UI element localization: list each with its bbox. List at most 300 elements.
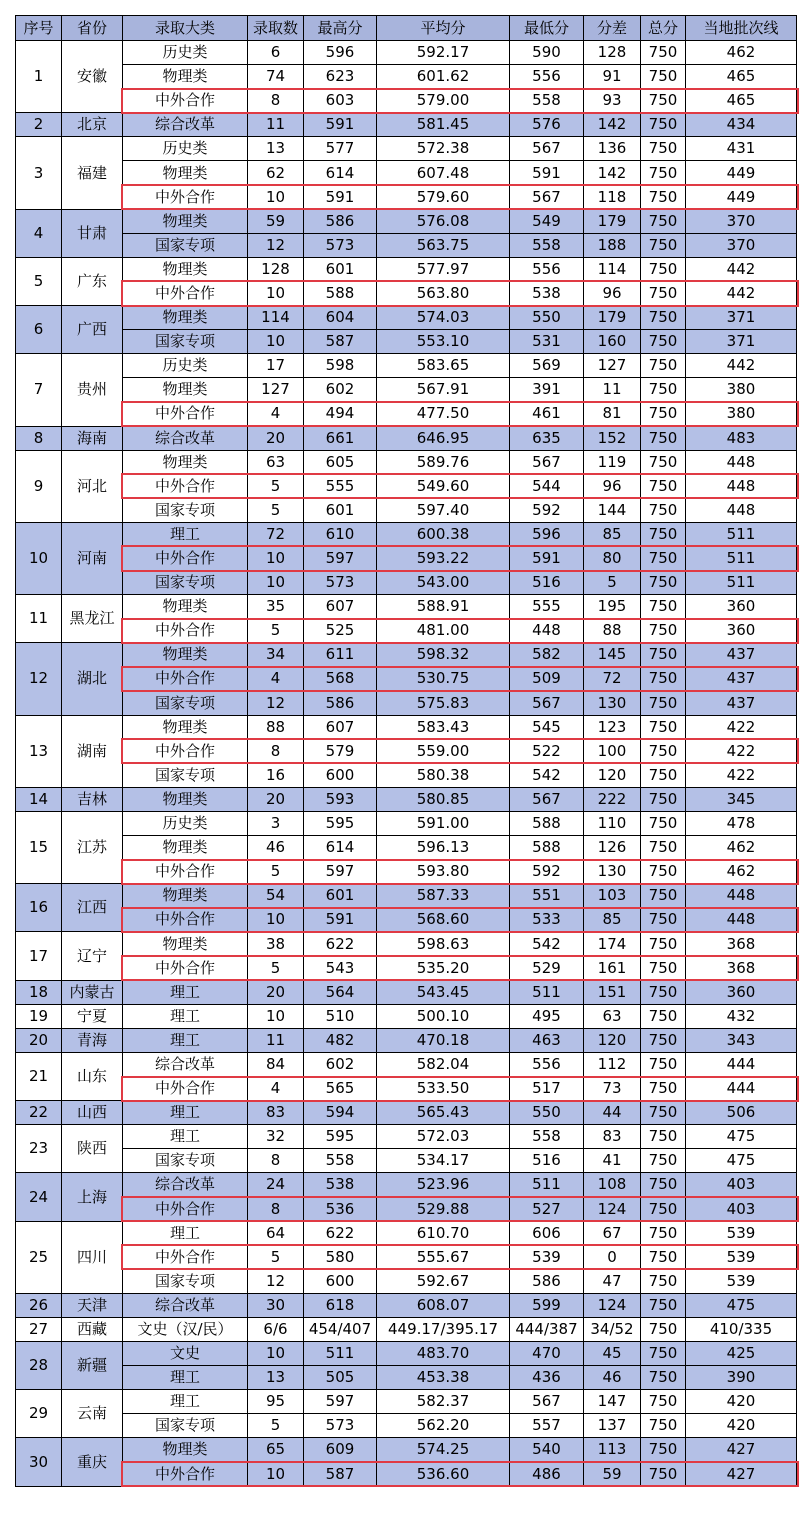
province-cell: 内蒙古 — [62, 980, 123, 1004]
total-cell: 750 — [641, 1197, 686, 1221]
count-cell: 64 — [248, 1221, 304, 1245]
province-cell: 辽宁 — [62, 932, 123, 980]
max-score-cell: 661 — [304, 426, 377, 450]
header-no: 序号 — [16, 16, 62, 41]
diff-cell: 46 — [584, 1366, 641, 1390]
count-cell: 6 — [248, 41, 304, 65]
total-cell: 750 — [641, 836, 686, 860]
total-cell: 750 — [641, 474, 686, 498]
row-number-cell: 17 — [16, 932, 62, 980]
batch-line-cell: 442 — [686, 257, 797, 281]
max-score-cell: 604 — [304, 306, 377, 330]
batch-line-cell: 539 — [686, 1245, 797, 1269]
count-cell: 8 — [248, 1197, 304, 1221]
max-score-cell: 591 — [304, 113, 377, 137]
max-score-cell: 588 — [304, 281, 377, 305]
table-row — [16, 474, 797, 498]
table-row — [16, 522, 797, 546]
batch-line-cell: 427 — [686, 1438, 797, 1462]
avg-score-cell: 574.03 — [377, 306, 510, 330]
category-cell: 中外合作 — [123, 619, 248, 643]
table-row — [16, 1414, 797, 1438]
row-number-cell: 7 — [16, 354, 62, 426]
category-cell: 理工 — [123, 1390, 248, 1414]
count-cell: 10 — [248, 281, 304, 305]
table-row — [16, 932, 797, 956]
table-row — [16, 1221, 797, 1245]
min-score-cell: 576 — [510, 113, 584, 137]
total-cell: 750 — [641, 257, 686, 281]
max-score-cell: 586 — [304, 209, 377, 233]
batch-line-cell: 462 — [686, 836, 797, 860]
count-cell: 32 — [248, 1125, 304, 1149]
table-row — [16, 715, 797, 739]
row-number-cell: 6 — [16, 306, 62, 354]
max-score-cell: 505 — [304, 1366, 377, 1390]
province-cell: 吉林 — [62, 787, 123, 811]
avg-score-cell: 535.20 — [377, 956, 510, 980]
header-count: 录取数 — [248, 16, 304, 41]
max-score-cell: 597 — [304, 1390, 377, 1414]
province-cell: 宁夏 — [62, 1004, 123, 1028]
batch-line-cell: 370 — [686, 233, 797, 257]
total-cell: 750 — [641, 41, 686, 65]
avg-score-cell: 596.13 — [377, 836, 510, 860]
total-cell: 750 — [641, 522, 686, 546]
table-row — [16, 619, 797, 643]
min-score-cell: 527 — [510, 1197, 584, 1221]
min-score-cell: 545 — [510, 715, 584, 739]
count-cell: 35 — [248, 595, 304, 619]
avg-score-cell: 598.63 — [377, 932, 510, 956]
avg-score-cell: 563.80 — [377, 281, 510, 305]
table-row — [16, 1342, 797, 1366]
count-cell: 59 — [248, 209, 304, 233]
diff-cell: 91 — [584, 65, 641, 89]
category-cell: 国家专项 — [123, 233, 248, 257]
header-min: 最低分 — [510, 16, 584, 41]
diff-cell: 11 — [584, 378, 641, 402]
avg-score-cell: 646.95 — [377, 426, 510, 450]
row-number-cell: 13 — [16, 715, 62, 787]
table-row — [16, 643, 797, 667]
table-row — [16, 1317, 797, 1341]
total-cell: 750 — [641, 1390, 686, 1414]
count-cell: 30 — [248, 1293, 304, 1317]
diff-cell: 96 — [584, 281, 641, 305]
province-cell: 重庆 — [62, 1438, 123, 1486]
count-cell: 20 — [248, 787, 304, 811]
table-row — [16, 1245, 797, 1269]
max-score-cell: 494 — [304, 402, 377, 426]
total-cell: 750 — [641, 1101, 686, 1125]
total-cell: 750 — [641, 980, 686, 1004]
diff-cell: 80 — [584, 546, 641, 570]
category-cell: 理工 — [123, 522, 248, 546]
batch-line-cell: 448 — [686, 450, 797, 474]
diff-cell: 108 — [584, 1173, 641, 1197]
province-cell: 河北 — [62, 450, 123, 522]
table-row — [16, 1438, 797, 1462]
category-cell: 中外合作 — [123, 1245, 248, 1269]
province-cell: 江苏 — [62, 812, 123, 884]
category-cell: 理工 — [123, 1101, 248, 1125]
province-cell: 陕西 — [62, 1125, 123, 1173]
min-score-cell: 567 — [510, 787, 584, 811]
province-cell: 贵州 — [62, 354, 123, 426]
min-score-cell: 588 — [510, 812, 584, 836]
table-row — [16, 330, 797, 354]
count-cell: 72 — [248, 522, 304, 546]
diff-cell: 142 — [584, 113, 641, 137]
avg-score-cell: 592.67 — [377, 1269, 510, 1293]
count-cell: 5 — [248, 956, 304, 980]
province-cell: 山东 — [62, 1052, 123, 1100]
category-cell: 物理类 — [123, 257, 248, 281]
category-cell: 中外合作 — [123, 739, 248, 763]
table-row — [16, 402, 797, 426]
diff-cell: 120 — [584, 1028, 641, 1052]
max-score-cell: 558 — [304, 1149, 377, 1173]
batch-line-cell: 431 — [686, 137, 797, 161]
count-cell: 128 — [248, 257, 304, 281]
diff-cell: 147 — [584, 1390, 641, 1414]
avg-score-cell: 563.75 — [377, 233, 510, 257]
diff-cell: 41 — [584, 1149, 641, 1173]
avg-score-cell: 481.00 — [377, 619, 510, 643]
category-cell: 历史类 — [123, 354, 248, 378]
total-cell: 750 — [641, 860, 686, 884]
total-cell: 750 — [641, 306, 686, 330]
min-score-cell: 567 — [510, 691, 584, 715]
batch-line-cell: 475 — [686, 1125, 797, 1149]
category-cell: 国家专项 — [123, 1149, 248, 1173]
min-score-cell: 463 — [510, 1028, 584, 1052]
total-cell: 750 — [641, 402, 686, 426]
total-cell: 750 — [641, 595, 686, 619]
batch-line-cell: 437 — [686, 667, 797, 691]
avg-score-cell: 579.00 — [377, 89, 510, 113]
diff-cell: 34/52 — [584, 1317, 641, 1341]
max-score-cell: 596 — [304, 41, 377, 65]
category-cell: 理工 — [123, 1125, 248, 1149]
province-cell: 河南 — [62, 522, 123, 594]
count-cell: 5 — [248, 1245, 304, 1269]
total-cell: 750 — [641, 354, 686, 378]
diff-cell: 179 — [584, 209, 641, 233]
batch-line-cell: 539 — [686, 1221, 797, 1245]
table-row — [16, 137, 797, 161]
max-score-cell: 601 — [304, 884, 377, 908]
province-cell: 广东 — [62, 257, 123, 305]
total-cell: 750 — [641, 571, 686, 595]
count-cell: 10 — [248, 546, 304, 570]
count-cell: 12 — [248, 691, 304, 715]
min-score-cell: 550 — [510, 306, 584, 330]
max-score-cell: 564 — [304, 980, 377, 1004]
total-cell: 750 — [641, 233, 686, 257]
count-cell: 63 — [248, 450, 304, 474]
category-cell: 中外合作 — [123, 185, 248, 209]
table-row — [16, 1004, 797, 1028]
min-score-cell: 517 — [510, 1077, 584, 1101]
count-cell: 10 — [248, 571, 304, 595]
batch-line-cell: 420 — [686, 1414, 797, 1438]
avg-score-cell: 529.88 — [377, 1197, 510, 1221]
avg-score-cell: 523.96 — [377, 1173, 510, 1197]
count-cell: 88 — [248, 715, 304, 739]
batch-line-cell: 475 — [686, 1293, 797, 1317]
total-cell: 750 — [641, 450, 686, 474]
batch-line-cell: 465 — [686, 89, 797, 113]
avg-score-cell: 559.00 — [377, 739, 510, 763]
total-cell: 750 — [641, 619, 686, 643]
max-score-cell: 605 — [304, 450, 377, 474]
diff-cell: 142 — [584, 161, 641, 185]
table-row — [16, 89, 797, 113]
total-cell: 750 — [641, 763, 686, 787]
max-score-cell: 601 — [304, 257, 377, 281]
total-cell: 750 — [641, 1293, 686, 1317]
diff-cell: 145 — [584, 643, 641, 667]
header-province: 省份 — [62, 16, 123, 41]
min-score-cell: 540 — [510, 1438, 584, 1462]
table-row — [16, 354, 797, 378]
diff-cell: 118 — [584, 185, 641, 209]
count-cell: 20 — [248, 426, 304, 450]
row-number-cell: 21 — [16, 1052, 62, 1100]
avg-score-cell: 555.67 — [377, 1245, 510, 1269]
avg-score-cell: 572.38 — [377, 137, 510, 161]
count-cell: 10 — [248, 1342, 304, 1366]
min-score-cell: 516 — [510, 1149, 584, 1173]
batch-line-cell: 448 — [686, 884, 797, 908]
total-cell: 750 — [641, 1004, 686, 1028]
category-cell: 理工 — [123, 1366, 248, 1390]
diff-cell: 81 — [584, 402, 641, 426]
province-cell: 天津 — [62, 1293, 123, 1317]
total-cell: 750 — [641, 1077, 686, 1101]
diff-cell: 130 — [584, 860, 641, 884]
avg-score-cell: 598.32 — [377, 643, 510, 667]
count-cell: 24 — [248, 1173, 304, 1197]
min-score-cell: 591 — [510, 161, 584, 185]
table-row — [16, 185, 797, 209]
row-number-cell: 28 — [16, 1342, 62, 1390]
table-row — [16, 787, 797, 811]
diff-cell: 5 — [584, 571, 641, 595]
min-score-cell: 558 — [510, 89, 584, 113]
batch-line-cell: 403 — [686, 1197, 797, 1221]
table-row — [16, 884, 797, 908]
table-row — [16, 1366, 797, 1390]
table-row — [16, 450, 797, 474]
batch-line-cell: 371 — [686, 306, 797, 330]
max-score-cell: 482 — [304, 1028, 377, 1052]
province-cell: 上海 — [62, 1173, 123, 1221]
avg-score-cell: 577.97 — [377, 257, 510, 281]
diff-cell: 144 — [584, 498, 641, 522]
total-cell: 750 — [641, 498, 686, 522]
table-row — [16, 1077, 797, 1101]
province-cell: 西藏 — [62, 1317, 123, 1341]
min-score-cell: 444/387 — [510, 1317, 584, 1341]
diff-cell: 123 — [584, 715, 641, 739]
category-cell: 文史（汉/民） — [123, 1317, 248, 1341]
min-score-cell: 567 — [510, 137, 584, 161]
row-number-cell: 12 — [16, 643, 62, 715]
avg-score-cell: 591.00 — [377, 812, 510, 836]
diff-cell: 112 — [584, 1052, 641, 1076]
row-number-cell: 18 — [16, 980, 62, 1004]
row-number-cell: 15 — [16, 812, 62, 884]
batch-line-cell: 410/335 — [686, 1317, 797, 1341]
min-score-cell: 606 — [510, 1221, 584, 1245]
diff-cell: 119 — [584, 450, 641, 474]
min-score-cell: 556 — [510, 1052, 584, 1076]
total-cell: 750 — [641, 378, 686, 402]
max-score-cell: 622 — [304, 932, 377, 956]
total-cell: 750 — [641, 956, 686, 980]
category-cell: 理工 — [123, 1028, 248, 1052]
avg-score-cell: 567.91 — [377, 378, 510, 402]
table-row — [16, 1173, 797, 1197]
max-score-cell: 573 — [304, 1414, 377, 1438]
avg-score-cell: 607.48 — [377, 161, 510, 185]
table-header-row — [16, 16, 797, 41]
row-number-cell: 10 — [16, 522, 62, 594]
diff-cell: 151 — [584, 980, 641, 1004]
batch-line-cell: 437 — [686, 643, 797, 667]
max-score-cell: 573 — [304, 571, 377, 595]
diff-cell: 174 — [584, 932, 641, 956]
max-score-cell: 600 — [304, 1269, 377, 1293]
max-score-cell: 538 — [304, 1173, 377, 1197]
diff-cell: 103 — [584, 884, 641, 908]
category-cell: 中外合作 — [123, 1462, 248, 1486]
category-cell: 综合改革 — [123, 1052, 248, 1076]
category-cell: 理工 — [123, 980, 248, 1004]
category-cell: 物理类 — [123, 161, 248, 185]
count-cell: 34 — [248, 643, 304, 667]
avg-score-cell: 477.50 — [377, 402, 510, 426]
max-score-cell: 611 — [304, 643, 377, 667]
category-cell: 物理类 — [123, 595, 248, 619]
total-cell: 750 — [641, 209, 686, 233]
min-score-cell: 448 — [510, 619, 584, 643]
batch-line-cell: 368 — [686, 932, 797, 956]
batch-line-cell: 390 — [686, 1366, 797, 1390]
row-number-cell: 4 — [16, 209, 62, 257]
avg-score-cell: 582.37 — [377, 1390, 510, 1414]
avg-score-cell: 500.10 — [377, 1004, 510, 1028]
count-cell: 11 — [248, 113, 304, 137]
table-row — [16, 1197, 797, 1221]
batch-line-cell: 511 — [686, 571, 797, 595]
total-cell: 750 — [641, 1438, 686, 1462]
avg-score-cell: 608.07 — [377, 1293, 510, 1317]
max-score-cell: 555 — [304, 474, 377, 498]
row-number-cell: 24 — [16, 1173, 62, 1221]
count-cell: 5 — [248, 619, 304, 643]
table-row — [16, 812, 797, 836]
count-cell: 46 — [248, 836, 304, 860]
category-cell: 物理类 — [123, 306, 248, 330]
batch-line-cell: 511 — [686, 546, 797, 570]
diff-cell: 0 — [584, 1245, 641, 1269]
table-row — [16, 956, 797, 980]
row-number-cell: 14 — [16, 787, 62, 811]
total-cell: 750 — [641, 1028, 686, 1052]
diff-cell: 93 — [584, 89, 641, 113]
diff-cell: 137 — [584, 1414, 641, 1438]
province-cell: 江西 — [62, 884, 123, 932]
min-score-cell: 551 — [510, 884, 584, 908]
avg-score-cell: 575.83 — [377, 691, 510, 715]
count-cell: 62 — [248, 161, 304, 185]
max-score-cell: 591 — [304, 185, 377, 209]
count-cell: 4 — [248, 402, 304, 426]
diff-cell: 152 — [584, 426, 641, 450]
min-score-cell: 539 — [510, 1245, 584, 1269]
admission-score-table — [15, 15, 797, 1487]
min-score-cell: 567 — [510, 450, 584, 474]
total-cell: 750 — [641, 426, 686, 450]
avg-score-cell: 576.08 — [377, 209, 510, 233]
total-cell: 750 — [641, 281, 686, 305]
category-cell: 物理类 — [123, 209, 248, 233]
category-cell: 中外合作 — [123, 860, 248, 884]
table-row — [16, 1052, 797, 1076]
count-cell: 38 — [248, 932, 304, 956]
diff-cell: 124 — [584, 1293, 641, 1317]
batch-line-cell: 511 — [686, 522, 797, 546]
table-row — [16, 281, 797, 305]
avg-score-cell: 549.60 — [377, 474, 510, 498]
max-score-cell: 622 — [304, 1221, 377, 1245]
diff-cell: 59 — [584, 1462, 641, 1486]
table-row — [16, 836, 797, 860]
max-score-cell: 573 — [304, 233, 377, 257]
category-cell: 国家专项 — [123, 571, 248, 595]
total-cell: 750 — [641, 137, 686, 161]
count-cell: 10 — [248, 908, 304, 932]
category-cell: 物理类 — [123, 450, 248, 474]
total-cell: 750 — [641, 1173, 686, 1197]
max-score-cell: 510 — [304, 1004, 377, 1028]
diff-cell: 100 — [584, 739, 641, 763]
max-score-cell: 591 — [304, 908, 377, 932]
diff-cell: 73 — [584, 1077, 641, 1101]
max-score-cell: 586 — [304, 691, 377, 715]
max-score-cell: 595 — [304, 812, 377, 836]
count-cell: 12 — [248, 1269, 304, 1293]
batch-line-cell: 444 — [686, 1052, 797, 1076]
category-cell: 中外合作 — [123, 402, 248, 426]
batch-line-cell: 368 — [686, 956, 797, 980]
category-cell: 中外合作 — [123, 667, 248, 691]
min-score-cell: 522 — [510, 739, 584, 763]
max-score-cell: 579 — [304, 739, 377, 763]
province-cell: 四川 — [62, 1221, 123, 1293]
min-score-cell: 555 — [510, 595, 584, 619]
avg-score-cell: 580.38 — [377, 763, 510, 787]
table-row — [16, 257, 797, 281]
avg-score-cell: 470.18 — [377, 1028, 510, 1052]
diff-cell: 127 — [584, 354, 641, 378]
total-cell: 750 — [641, 330, 686, 354]
min-score-cell: 436 — [510, 1366, 584, 1390]
